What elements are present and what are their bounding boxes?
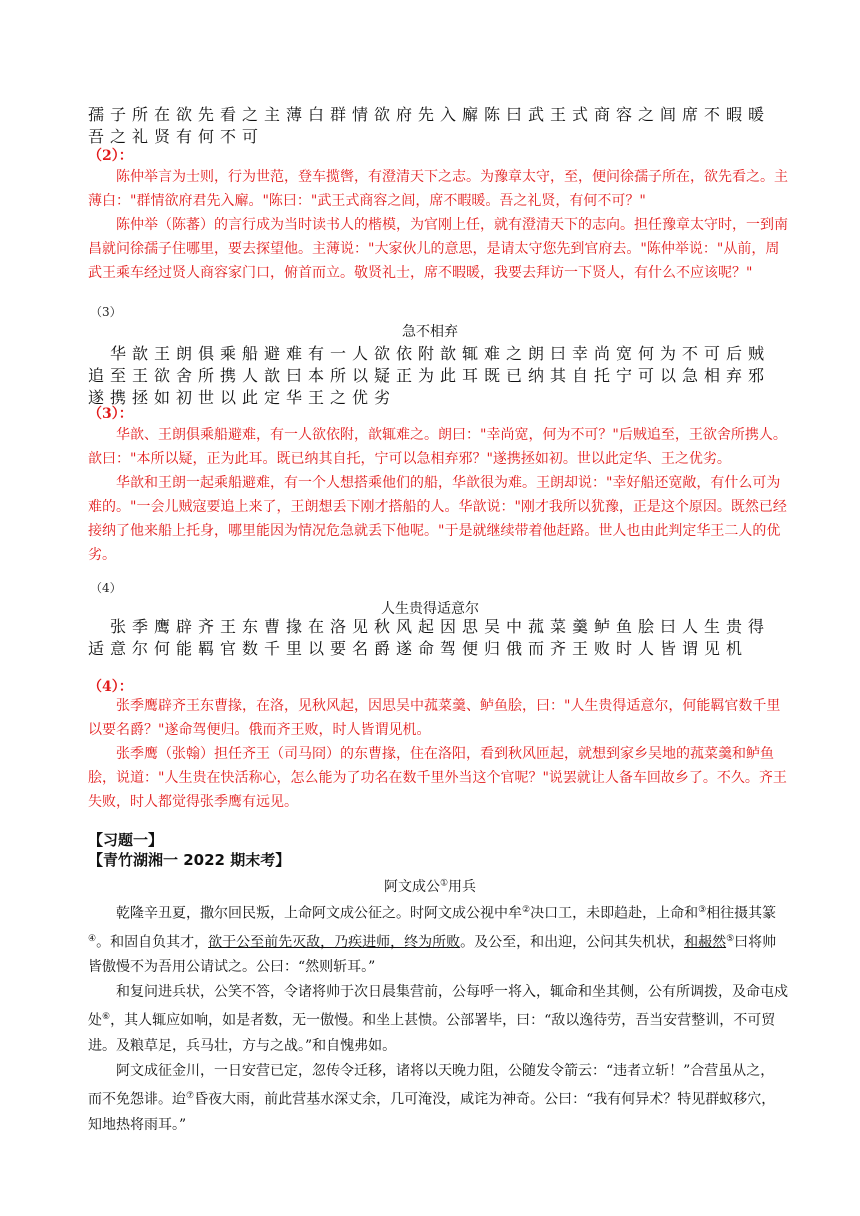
section2-answer-label: （2）： — [88, 148, 133, 164]
section3-title: 急不相弃 — [402, 324, 458, 340]
exercise-heading: 【习题一】 — [88, 831, 164, 849]
section3-original-text: 华歆王朗俱乘船避难有一人欲依附歆辄难之朗曰幸尚宽何为不可后贼追至王欲舍所携人歆曰本所以疑正为此耳既已纳其自托宁可以急相弃邪 遂携拯如初世以此定华王之优劣 — [88, 344, 793, 407]
section2-punctuated-text: 陈仲举言为士则，行为世范，登车揽辔，有澄清天下之志。为豫章太守，至，便问徐孺子所在，欲先看之。主薄白："群情欲府君先入廨。"陈曰："武王式商容之闾，席不暇暖。吾之礼贤，有何不可？" — [88, 169, 788, 209]
exercise-paragraph-1: 乾隆辛丑夏，撒尔回民叛，上命阿文成公征之。时阿文成公视中牟②决口工，未即趋赴，上命和③相往摄其篆④。和固自负其才，欲于公至前先灭敌，乃疾进师，终为所败。及公至，和出迎，公问其失机状，和赧然⑤曰将帅皆傲慢不为吾用公请试之。公曰：“然则斩耳。” — [88, 905, 777, 976]
exercise-paragraph-3: 阿文成征金川，一日安营已定，忽传令迁移，诸将以天晚力阻，公随发令箭云：“违者立斩！”合营虽从之，而不免怨诽。迨⑦昏夜大雨，前此营基水深丈余，几可淹没，咸诧为神奇。公曰：“我有何异术？特见群蚁移穴，知地热将雨耳。” — [88, 1062, 776, 1133]
exercise-title: 阿文成公①用兵 — [383, 878, 477, 895]
section4-answer-label: （4）： — [88, 679, 133, 695]
exercise-passage — [88, 898, 788, 1138]
underlined-sentence-2: 和赧然 — [684, 934, 727, 951]
section4-title: 人生贵得适意尔 — [381, 601, 479, 617]
section3-translation: 华歆和王朗一起乘船避难，有一个人想搭乘他们的船，华歆很为难。王朗却说："幸好船还宽敞，有什么可为难的。"一会儿贼寇要追上来了，王朗想丢下刚才搭船的人。华歆说："刚才我所以犹豫，正是这个原因。既然已经接纳了他来船上托身，哪里能因为情况危急就丢下他呢。"于是就继续带着他赶路。世人也由此判定华王二人的优劣。 — [88, 475, 787, 563]
section4-translation: 张季鹰（张翰）担任齐王（司马冏）的东曹掾，住在洛阳，看到秋风匝起，就想到家乡吴地的菰菜羹和鲈鱼脍，说道："人生贵在快活称心，怎么能为了功名在数千里外当这个官呢？"说罢就让人备车回故乡了。不久。齐王失败，时人都觉得张季鹰有远见。 — [88, 746, 787, 810]
section2-answer — [88, 165, 788, 285]
section4-answer — [88, 694, 788, 814]
section3-number: （3） — [90, 305, 122, 319]
section4-original-text: 张季鹰辟齐王东曹掾在洛见秋风起因思吴中菰菜羹鲈鱼脍曰人生贵得适意尔何能羁官数千里以要名爵遂命驾便归俄而齐王败时人皆谓见机 — [88, 617, 771, 658]
section3-punctuated-text: 华歆、王朗俱乘船避难，有一人欲依附，歆辄难之。朗曰："幸尚宽，何为不可？"后贼追至，王欲舍所携人。歆曰："本所以疑，正为此耳。既已纳其自托，宁可以急相弃邪？"遂携拯如初。世以此定华、王之优劣。 — [88, 427, 787, 467]
section3-answer — [88, 423, 788, 567]
exercise-paragraph-2: 和复问进兵状，公笑不答，令诸将帅于次日晨集营前，公每呼一将入，辄命和坐其侧，公有所调拨，及命屯戍处⑥，其人辄应如响，如是者数，无一傲慢。和坐上甚愦。公部署毕，曰：“敌以逸待劳，吾当安营整训，不可贸进。及粮草足，兵马壮，方与之战。”和自愧弗如。 — [88, 984, 788, 1054]
section2-original-text: 孺子所在欲先看之主薄白群情欲府先入廨陈曰武王式商容之闾席不暇暖吾之礼贤有何不可 — [88, 105, 771, 146]
exercise-source: 【青竹湖湘一 2022 期末考】 — [88, 851, 291, 869]
section4-number: （4） — [90, 581, 122, 595]
section3-answer-label: （3）： — [88, 406, 133, 422]
underlined-sentence-1: 欲于公至前先灭敌，乃疾进师，终为所败 — [208, 934, 461, 951]
section2-translation: 陈仲举（陈蕃）的言行成为当时读书人的楷模，为官刚上任，就有澄清天下的志向。担任豫章太守时，一到南昌就问徐孺子住哪里，要去探望他。主薄说："大家伙儿的意思，是请太守您先到官府去。"陈仲举说："从前，周武王乘车经过贤人商容家门口，俯首而立。敬贤礼士，席不暇暖，我要去拜访一下贤人，有什么不应该呢？" — [88, 217, 788, 281]
section4-punctuated-text: 张季鹰辟齐王东曹掾，在洛，见秋风起，因思吴中菰菜羹、鲈鱼脍，曰："人生贵得适意尔，何能羁官数千里以要名爵？"遂命驾便归。俄而齐王败，时人皆谓见机。 — [88, 698, 781, 738]
